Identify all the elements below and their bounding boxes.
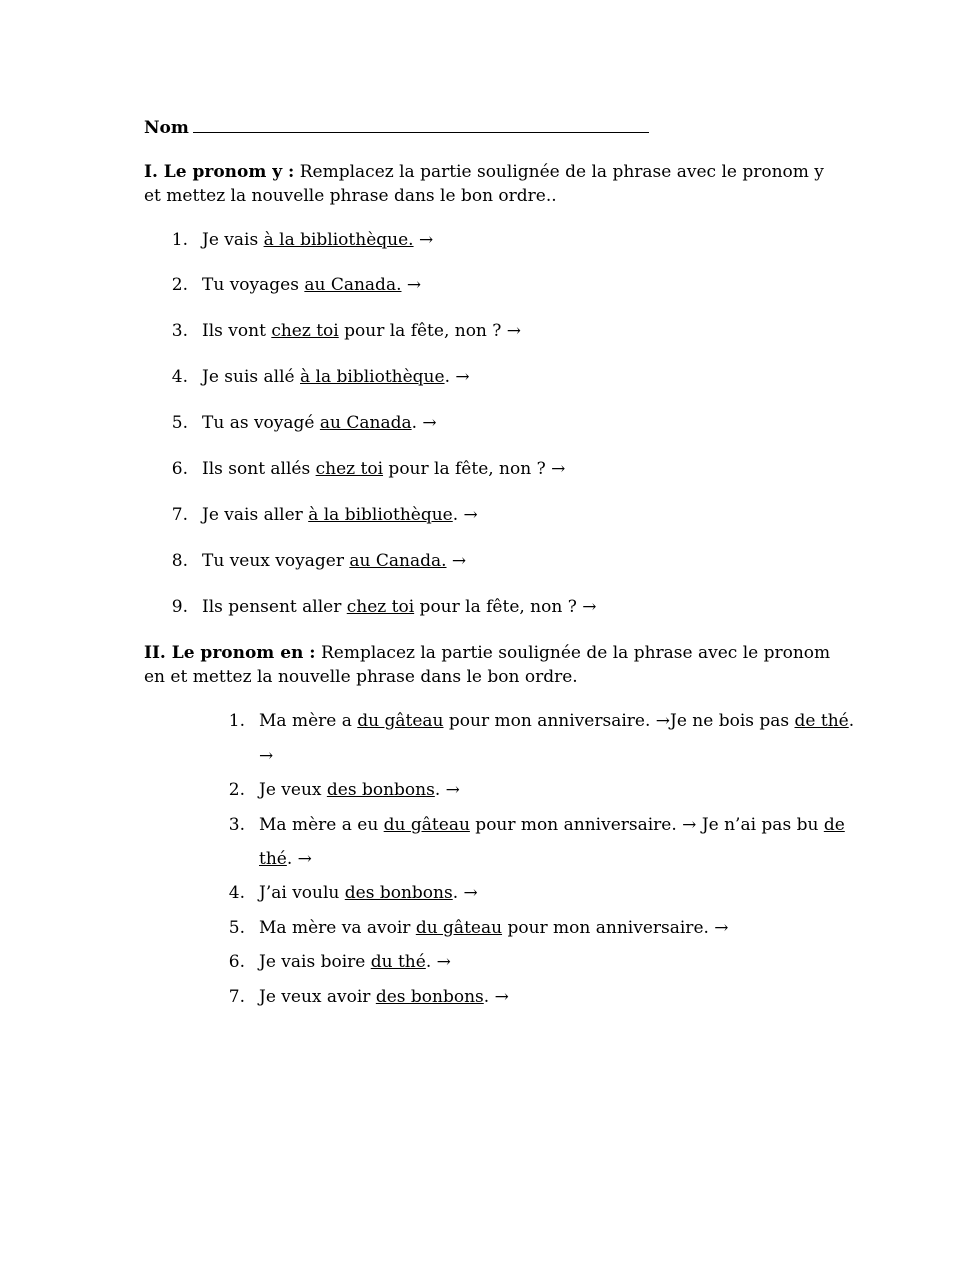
list-item: [144, 549, 466, 573]
item-text: Je vais boire: [259, 952, 371, 972]
item-number: 7.: [228, 987, 245, 1007]
underlined-phrase: de: [823, 815, 845, 835]
item-text: Ils sont allés: [202, 459, 316, 479]
underlined-phrase: du gâteau: [383, 815, 470, 835]
list-item: [221, 985, 509, 1009]
item-text-end: . →: [444, 367, 470, 387]
underlined-phrase: de thé: [794, 711, 849, 731]
section2-title: II. Le pronom en :: [144, 643, 316, 663]
item-number: 7.: [171, 505, 188, 525]
item-text-end: →: [401, 275, 422, 295]
list-item: [144, 365, 470, 389]
item-number: 3.: [171, 321, 188, 341]
list-item: [221, 881, 478, 905]
item-text: Je vais: [202, 230, 264, 250]
underlined-phrase: du gâteau: [415, 918, 503, 938]
item-text-middle: pour mon anniversaire. →Je ne bois pas: [443, 711, 795, 731]
name-blank-line[interactable]: [193, 114, 649, 133]
section2-instructions: Remplacez la partie soulignée de la phrase avec le pronom en et mettez la nouvelle phrase dans le bon ordre.: [144, 643, 831, 687]
item-number: 3.: [228, 815, 245, 835]
item-text-end: . →: [452, 883, 478, 903]
item-text-end: pour mon anniversaire. →: [502, 918, 729, 938]
item-text: Ma mère a eu: [259, 815, 384, 835]
name-label: Nom: [144, 118, 189, 138]
underlined-phrase: au Canada.: [304, 275, 402, 295]
item-number: 5.: [171, 413, 188, 433]
item-number: 1.: [171, 230, 188, 250]
item-text: Ma mère va avoir: [259, 918, 416, 938]
item-text: Tu voyages: [202, 275, 305, 295]
item-number: 1.: [228, 711, 245, 731]
list-item: [144, 457, 565, 481]
item-text: Ils vont: [202, 321, 272, 341]
item-number: 6.: [228, 952, 245, 972]
item-number: 6.: [171, 459, 188, 479]
section1-heading: [144, 160, 834, 208]
item-text-end: →: [413, 230, 434, 250]
item-text: Tu veux voyager: [202, 551, 350, 571]
underlined-phrase: à la bibliothèque.: [263, 230, 414, 250]
list-item: [221, 778, 460, 802]
item-text: Je suis allé: [202, 367, 300, 387]
underlined-phrase: du gâteau: [357, 711, 444, 731]
item-continuation: [259, 847, 312, 871]
item-text-end: . →: [434, 780, 460, 800]
item-text-end: . →: [483, 987, 509, 1007]
underlined-phrase: des bonbons: [344, 883, 453, 903]
item-number: 5.: [228, 918, 245, 938]
item-text: J’ai voulu: [259, 883, 345, 903]
item-text-end: →: [446, 551, 467, 571]
section2-heading: [144, 641, 834, 689]
underlined-phrase: à la bibliothèque: [300, 367, 445, 387]
item-text-end: pour la fête, non ? →: [383, 459, 566, 479]
underlined-phrase: au Canada: [319, 413, 412, 433]
underlined-phrase: chez toi: [271, 321, 339, 341]
list-item: [144, 228, 433, 252]
list-item: [144, 411, 437, 435]
item-number: 9.: [171, 597, 188, 617]
item-number: 8.: [171, 551, 188, 571]
list-item: [144, 319, 521, 343]
item-number: 2.: [171, 275, 188, 295]
underlined-phrase: chez toi: [346, 597, 415, 617]
item-text-end: pour la fête, non ? →: [414, 597, 597, 617]
underlined-phrase: des bonbons: [375, 987, 484, 1007]
item-text-end: . →: [425, 952, 451, 972]
item-text: Je veux: [259, 780, 327, 800]
section1-title: I. Le pronom y :: [144, 162, 295, 182]
item-text-end: . →: [286, 849, 312, 869]
underlined-phrase: thé: [259, 849, 287, 869]
item-text: Ils pensent aller: [202, 597, 347, 617]
item-text: Ma mère a: [259, 711, 358, 731]
underlined-phrase: à la bibliothèque: [308, 505, 453, 525]
item-text-end: . →: [411, 413, 437, 433]
item-text: Je veux avoir: [259, 987, 376, 1007]
item-text-end: . →: [452, 505, 478, 525]
item-text-end: .: [848, 711, 855, 731]
underlined-phrase: chez toi: [315, 459, 384, 479]
item-text-middle: pour mon anniversaire. → Je n’ai pas bu: [469, 815, 824, 835]
list-item: [144, 273, 421, 297]
underlined-phrase: du thé: [370, 952, 426, 972]
item-number: 4.: [171, 367, 188, 387]
section1-instructions: Remplacez la partie soulignée de la phrase avec le pronom y et mettez la nouvelle phrase dans le bon ordre..: [144, 162, 824, 206]
name-field: [144, 114, 649, 140]
item-text: Je vais aller: [202, 505, 309, 525]
item-number: 2.: [228, 780, 245, 800]
item-number: 4.: [228, 883, 245, 903]
item-continuation: →: [259, 746, 274, 766]
item-text-end: pour la fête, non ? →: [338, 321, 522, 341]
list-item: [221, 950, 451, 974]
underlined-phrase: des bonbons: [326, 780, 435, 800]
list-item: [221, 813, 845, 837]
item-text: Tu as voyagé: [202, 413, 320, 433]
underlined-phrase: au Canada.: [349, 551, 447, 571]
list-item: [144, 503, 478, 527]
list-item: [221, 709, 854, 733]
list-item: [221, 916, 729, 940]
list-item: [144, 595, 596, 619]
